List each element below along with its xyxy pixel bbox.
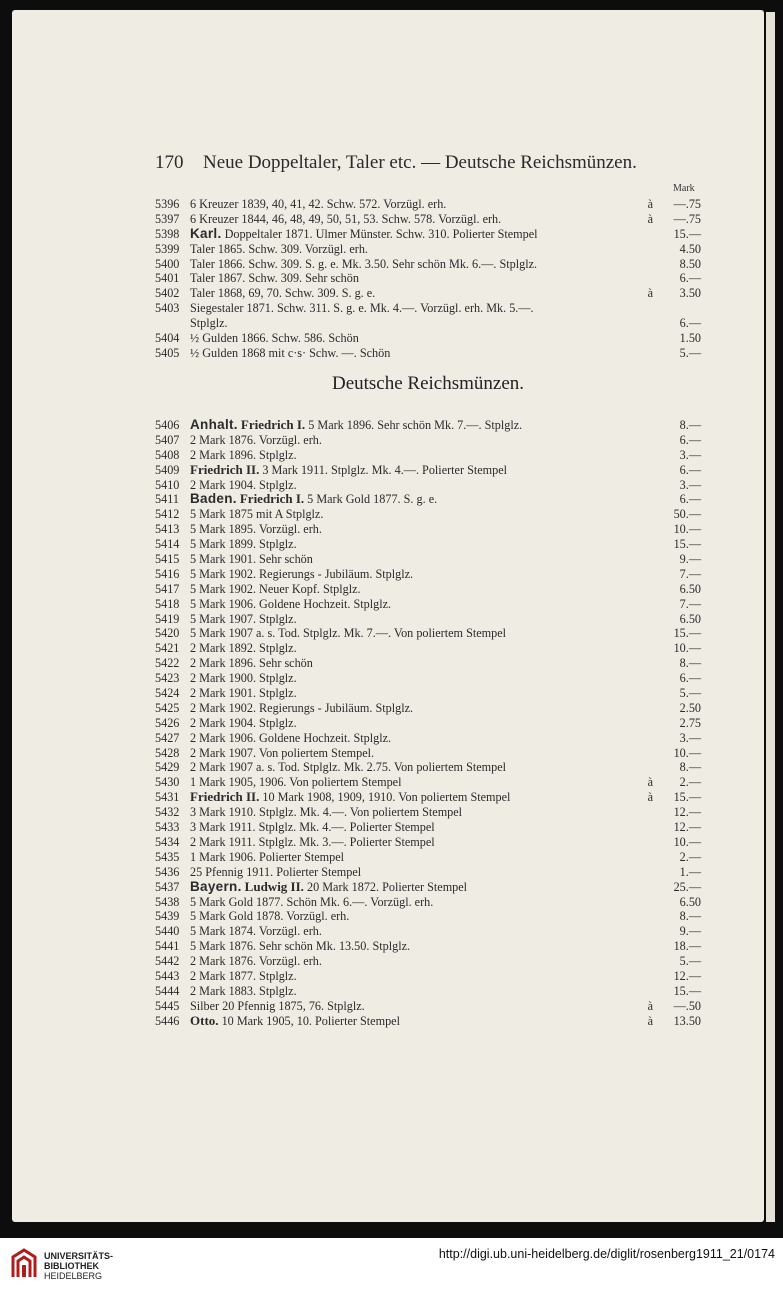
lot-text: 5 Mark 1902. Regierungs - Jubiläum. Stplglz. (190, 566, 414, 581)
lot-text: 10 Mark 1908, 1909, 1910. Von poliertem Stempel (262, 790, 511, 805)
lot-number: 5408 (155, 447, 180, 462)
library-name-line1: UNIVERSITÄTS- (44, 1251, 114, 1261)
catalog-entry (155, 701, 701, 716)
catalog-entry (155, 1014, 701, 1029)
lot-price: 15.— (673, 626, 701, 641)
lot-text: 6 Kreuzer 1839, 40, 41, 42. Schw. 572. Vorzügl. erh. (190, 197, 447, 211)
lot-description (190, 331, 359, 346)
lot-price: 8.— (679, 760, 701, 775)
lot-number: 5426 (155, 715, 180, 730)
catalog-entry (155, 331, 701, 346)
lot-description (190, 582, 361, 597)
lot-number: 5445 (155, 998, 180, 1013)
lot-description (190, 820, 435, 835)
lot-number: 5396 (155, 197, 180, 211)
lot-text: Silber 20 Pfennig 1875, 76. Stplglz. (190, 998, 365, 1013)
lot-description (190, 686, 297, 701)
catalog-entry (155, 969, 701, 984)
lot-price: 10.— (673, 745, 701, 760)
lot-number: 5441 (155, 939, 180, 954)
lot-number: 5421 (155, 641, 180, 656)
lot-price: 3.— (679, 447, 701, 462)
lot-description (190, 316, 228, 331)
lot-description (190, 537, 297, 552)
lot-price: 3.50 (679, 286, 701, 301)
lot-description (190, 597, 391, 612)
lot-price: 13.50 (673, 1013, 701, 1028)
price-column-label: Mark (673, 183, 695, 194)
lot-text: Taler 1865. Schw. 309. Vorzügl. erh. (190, 241, 368, 256)
lot-description (190, 984, 297, 999)
lot-price: 8.— (679, 909, 701, 924)
catalog-entry (155, 448, 701, 463)
lot-price: 6.50 (679, 611, 701, 626)
lot-text: Doppeltaler 1871. Ulmer Münster. Schw. 310. Polierter Stempel (224, 226, 538, 241)
lot-price: 15.— (673, 537, 701, 552)
lot-price: 2.75 (679, 715, 701, 730)
lot-number: 5434 (155, 834, 180, 849)
catalog-entry (155, 641, 701, 656)
lot-text: 5 Mark Gold 1877. S. g. e. (307, 492, 438, 507)
lot-text: 5 Mark 1907. Stplglz. (190, 611, 297, 626)
catalog-entry (155, 227, 701, 242)
catalog-entry (155, 507, 701, 522)
lot-text: 2 Mark 1883. Stplglz. (190, 983, 297, 998)
catalog-entry (155, 242, 701, 257)
catalog-entry (155, 626, 701, 641)
catalog-entry (155, 433, 701, 448)
catalog-entry (155, 820, 701, 835)
catalog-entry (155, 316, 701, 331)
lot-text: 20 Mark 1872. Polierter Stempel (306, 879, 468, 894)
lot-text: 3 Mark 1911. Stplglz. Mk. 4.—. Polierter Stempel (262, 462, 508, 477)
lot-price: 6.— (679, 432, 701, 447)
catalog-entry (155, 835, 701, 850)
lot-price: 5.— (679, 345, 701, 360)
catalog-entry (155, 537, 701, 552)
lot-number: 5432 (155, 805, 180, 820)
lot-number: 5404 (155, 331, 180, 346)
library-name-line2: BIBLIOTHEK (44, 1261, 99, 1271)
lot-text: 5 Mark 1907 a. s. Tod. Stplglz. Mk. 7.—. Von poliertem Stempel (190, 626, 507, 641)
lot-number: 5443 (155, 968, 180, 983)
lot-description (190, 492, 437, 507)
lot-price: 7.— (679, 566, 701, 581)
lot-text: 2 Mark 1877. Stplglz. (190, 968, 297, 983)
lot-description (190, 641, 297, 656)
lot-text: 2 Mark 1907. Von poliertem Stempel. (190, 745, 375, 760)
lot-description (190, 760, 506, 775)
unit-price-marker: à (647, 998, 653, 1013)
lot-description (190, 286, 375, 301)
lot-price: 9.— (679, 552, 701, 567)
lot-number: 5409 (155, 462, 180, 477)
lot-description (190, 448, 297, 463)
lot-price: 3.— (679, 730, 701, 745)
lot-number: 5416 (155, 566, 180, 581)
lot-price: 3.— (679, 477, 701, 492)
lot-price: —.75 (673, 211, 701, 226)
lot-number: 5418 (155, 596, 180, 611)
lot-number: 5431 (155, 790, 180, 805)
running-header (155, 152, 700, 178)
lot-text: 5 Mark 1876. Sehr schön Mk. 13.50. Stplglz. (190, 939, 411, 954)
lot-text: 5 Mark 1896. Sehr schön Mk. 7.—. Stplglz. (308, 418, 523, 432)
state-heading: Baden. (190, 491, 237, 507)
catalog-entry (155, 522, 701, 537)
lot-number: 5440 (155, 924, 180, 939)
lot-text: 5 Mark 1899. Stplglz. (190, 537, 297, 552)
catalog-entry (155, 257, 701, 272)
catalog-entry (155, 924, 701, 939)
lot-price: 2.— (679, 775, 701, 790)
catalog-entry (155, 790, 701, 805)
catalog-entry (155, 286, 701, 301)
entry-list-main (155, 418, 701, 1029)
lot-number: 5401 (155, 271, 180, 286)
unit-price-marker: à (647, 286, 653, 301)
lot-price: 4.50 (679, 241, 701, 256)
lot-text: Taler 1867. Schw. 309. Sehr schön (190, 271, 359, 286)
lot-text: 5 Mark 1875 mit A Stplglz. (190, 507, 324, 522)
lot-price: 7.— (679, 596, 701, 611)
catalog-entry (155, 478, 701, 493)
lot-text: 25 Pfennig 1911. Polierter Stempel (190, 864, 362, 879)
lot-description (190, 346, 390, 361)
lot-number: 5400 (155, 256, 180, 271)
lot-description (190, 301, 534, 316)
unit-price-marker: à (647, 211, 653, 226)
lot-price: —.50 (673, 998, 701, 1013)
lot-price: 12.— (673, 820, 701, 835)
lot-number: 5436 (155, 864, 180, 879)
library-logo-icon (10, 1247, 38, 1286)
lot-text: Stplglz. (190, 316, 228, 331)
lot-description (190, 999, 365, 1014)
entry-list-top (155, 197, 701, 361)
catalog-entry (155, 463, 701, 478)
state-heading: Anhalt. (190, 417, 238, 432)
lot-text: 2 Mark 1904. Stplglz. (190, 715, 297, 730)
lot-price: 15.— (673, 790, 701, 805)
lot-price: 5.— (679, 686, 701, 701)
unit-price-marker: à (647, 775, 653, 790)
lot-description (190, 418, 522, 433)
unit-price-marker: à (647, 197, 653, 211)
lot-description (190, 567, 413, 582)
catalog-entry (155, 686, 701, 701)
catalog-entry (155, 212, 701, 227)
catalog-entry (155, 880, 701, 895)
lot-text: 2 Mark 1902. Regierungs - Jubiläum. Stplglz. (190, 700, 414, 715)
lot-text: 2 Mark 1906. Goldene Hochzeit. Stplglz. (190, 730, 392, 745)
ruler-heading: Friedrich I. (239, 491, 305, 507)
lot-description (190, 701, 413, 716)
lot-description (190, 939, 410, 954)
lot-price: 12.— (673, 805, 701, 820)
lot-description (190, 775, 401, 790)
lot-number: 5422 (155, 656, 180, 671)
state-heading: Bayern. (190, 878, 242, 894)
lot-description (190, 433, 322, 448)
lot-description (190, 242, 368, 257)
lot-number: 5427 (155, 730, 180, 745)
lot-price: 5.— (679, 954, 701, 969)
lot-description (190, 805, 462, 820)
lot-description (190, 197, 446, 212)
lot-number: 5417 (155, 581, 180, 596)
lot-number: 5411 (155, 492, 179, 507)
lot-price: 6.50 (679, 894, 701, 909)
lot-description (190, 227, 538, 242)
lot-price: 15.— (673, 983, 701, 998)
running-title: Neue Doppeltaler, Taler etc. — Deutsche Reichsmünzen. (203, 152, 637, 173)
lot-number: 5413 (155, 522, 180, 537)
lot-text: Taler 1868, 69, 70. Schw. 309. S. g. e. (190, 286, 376, 301)
lot-price: 6.50 (679, 581, 701, 596)
lot-price: 12.— (673, 968, 701, 983)
catalog-entry (155, 582, 701, 597)
lot-text: 5 Mark 1895. Vorzügl. erh. (190, 522, 322, 537)
lot-description (190, 865, 361, 880)
library-name (44, 1251, 113, 1281)
catalog-entry (155, 597, 701, 612)
lot-description (190, 731, 391, 746)
lot-price: 10.— (673, 641, 701, 656)
lot-number: 5442 (155, 954, 180, 969)
lot-number: 5410 (155, 477, 180, 492)
catalog-entry (155, 346, 701, 361)
lot-number: 5420 (155, 626, 180, 641)
lot-text: 1 Mark 1906. Polierter Stempel (190, 849, 345, 864)
lot-price: 2.50 (679, 700, 701, 715)
lot-number: 5439 (155, 909, 180, 924)
lot-price: 8.50 (679, 256, 701, 271)
ruler-heading: Otto. (190, 1012, 219, 1028)
catalog-entry (155, 850, 701, 865)
lot-description (190, 478, 297, 493)
lot-number: 5429 (155, 760, 180, 775)
catalog-entry (155, 909, 701, 924)
lot-description (190, 909, 349, 924)
catalog-entry (155, 999, 701, 1014)
lot-description (190, 880, 467, 895)
lot-description (190, 257, 537, 272)
lot-number: 5433 (155, 820, 180, 835)
lot-number: 5412 (155, 507, 180, 522)
lot-number: 5428 (155, 745, 180, 760)
lot-text: 5 Mark Gold 1878. Vorzügl. erh. (190, 909, 350, 924)
lot-description (190, 656, 313, 671)
catalog-entry (155, 671, 701, 686)
lot-number: 5444 (155, 983, 180, 998)
lot-text: 2 Mark 1896. Sehr schön (190, 656, 313, 671)
lot-number: 5446 (155, 1013, 180, 1028)
lot-description (190, 835, 435, 850)
lot-price: 1.50 (679, 331, 701, 346)
ruler-heading: Friedrich II. (190, 461, 260, 477)
source-url-link[interactable]: http://digi.ub.uni-heidelberg.de/diglit/rosenberg1911_21/0174 (438, 1247, 775, 1261)
lot-price: 25.— (673, 879, 701, 894)
lot-text: 5 Mark 1906. Goldene Hochzeit. Stplglz. (190, 596, 392, 611)
catalog-entry (155, 567, 701, 582)
lot-number: 5438 (155, 894, 180, 909)
lot-price: 10.— (673, 834, 701, 849)
lot-number: 5403 (155, 301, 180, 316)
lot-text: 5 Mark Gold 1877. Schön Mk. 6.—. Vorzügl. erh. (190, 894, 434, 909)
lot-description (190, 924, 322, 939)
catalog-entry (155, 805, 701, 820)
catalog-entry (155, 939, 701, 954)
unit-price-marker: à (647, 1013, 653, 1028)
catalog-entry (155, 954, 701, 969)
catalog-entry (155, 895, 701, 910)
lot-number: 5437 (155, 879, 180, 894)
lot-number: 5423 (155, 671, 180, 686)
lot-text: 2 Mark 1876. Vorzügl. erh. (190, 954, 322, 969)
lot-number: 5406 (155, 418, 180, 432)
catalog-entry (155, 301, 701, 316)
lot-description (190, 850, 344, 865)
lot-text: 5 Mark 1874. Vorzügl. erh. (190, 924, 322, 939)
lot-description (190, 969, 297, 984)
lot-description (190, 1014, 400, 1029)
lot-price: 10.— (673, 522, 701, 537)
lot-text: 5 Mark 1902. Neuer Kopf. Stplglz. (190, 581, 361, 596)
lot-text: 2 Mark 1911. Stplglz. Mk. 3.—. Polierter Stempel (190, 834, 435, 849)
lot-number: 5425 (155, 700, 180, 715)
catalog-entry (155, 271, 701, 286)
catalog-entry (155, 418, 701, 433)
lot-description (190, 954, 322, 969)
lot-text: 5 Mark 1901. Sehr schön (190, 552, 313, 567)
lot-description (190, 212, 501, 227)
page-number: 170 (155, 152, 184, 173)
catalog-entry (155, 197, 701, 212)
lot-text: 2 Mark 1900. Stplglz. (190, 671, 297, 686)
lot-price: 8.— (679, 656, 701, 671)
lot-description (190, 790, 510, 805)
lot-text: 2 Mark 1904. Stplglz. (190, 477, 297, 492)
lot-description (190, 463, 507, 478)
lot-text: 2 Mark 1892. Stplglz. (190, 641, 297, 656)
catalog-entry (155, 775, 701, 790)
catalog-entry (155, 731, 701, 746)
catalog-entry (155, 865, 701, 880)
lot-price: 15.— (673, 226, 701, 241)
catalog-entry (155, 492, 701, 507)
catalog-entry (155, 656, 701, 671)
page-edge (766, 12, 775, 1222)
lot-text: 2 Mark 1907 a. s. Tod. Stplglz. Mk. 2.75. Von poliertem Stempel (190, 760, 507, 775)
lot-description (190, 895, 433, 910)
ruler-heading: Friedrich II. (190, 789, 260, 805)
lot-text: 2 Mark 1901. Stplglz. (190, 686, 297, 701)
lot-text: 10 Mark 1905, 10. Polierter Stempel (221, 1013, 400, 1028)
catalog-entry (155, 552, 701, 567)
lot-number: 5419 (155, 611, 180, 626)
lot-text: Taler 1866. Schw. 309. S. g. e. Mk. 3.50. Sehr schön Mk. 6.—. Stplglz. (190, 256, 538, 271)
lot-price: 6.— (679, 492, 701, 507)
lot-description (190, 522, 322, 537)
lot-price: 6.— (679, 462, 701, 477)
lot-text: ½ Gulden 1866. Schw. 586. Schön (190, 331, 359, 346)
catalog-entry (155, 612, 701, 627)
lot-description (190, 626, 506, 641)
state-heading: Karl. (190, 225, 222, 241)
lot-price: 6.— (679, 271, 701, 286)
lot-text: 6 Kreuzer 1844, 46, 48, 49, 50, 51, 53. Schw. 578. Vorzügl. erh. (190, 211, 502, 226)
section-title: Deutsche Reichsmünzen. (331, 373, 525, 394)
lot-text: 3 Mark 1910. Stplglz. Mk. 4.—. Von poliertem Stempel (190, 805, 463, 820)
lot-price: 50.— (673, 507, 701, 522)
ruler-heading: Ludwig II. (244, 878, 304, 894)
lot-description (190, 507, 323, 522)
lot-number: 5424 (155, 686, 180, 701)
ruler-heading: Friedrich I. (240, 417, 306, 432)
lot-text: 3 Mark 1911. Stplglz. Mk. 4.—. Polierter Stempel (190, 820, 435, 835)
lot-number: 5407 (155, 432, 180, 447)
lot-text: 2 Mark 1896. Stplglz. (190, 447, 297, 462)
lot-number: 5414 (155, 537, 180, 552)
lot-number: 5405 (155, 345, 180, 360)
lot-price: 2.— (679, 849, 701, 864)
catalog-entry (155, 760, 701, 775)
lot-price: 18.— (673, 939, 701, 954)
lot-number: 5435 (155, 849, 180, 864)
lot-price: 1.— (679, 864, 701, 879)
lot-description (190, 716, 297, 731)
lot-number: 5415 (155, 552, 180, 567)
lot-price: 6.— (679, 316, 701, 331)
lot-description (190, 612, 297, 627)
lot-description (190, 746, 374, 761)
lot-text: 2 Mark 1876. Vorzügl. erh. (190, 432, 322, 447)
lot-price: 6.— (679, 671, 701, 686)
catalog-entry (155, 716, 701, 731)
lot-number: 5402 (155, 286, 180, 301)
lot-number: 5430 (155, 775, 180, 790)
lot-description (190, 671, 297, 686)
lot-number: 5397 (155, 211, 180, 226)
lot-price: 8.— (679, 418, 701, 432)
lot-text: 1 Mark 1905, 1906. Von poliertem Stempel (190, 775, 402, 790)
catalog-entry (155, 746, 701, 761)
lot-description (190, 552, 313, 567)
lot-text: ½ Gulden 1868 mit c·s· Schw. —. Schön (190, 345, 391, 360)
lot-description (190, 271, 359, 286)
lot-price: —.75 (673, 197, 701, 211)
library-name-line3: HEIDELBERG (44, 1271, 103, 1281)
lot-number: 5398 (155, 226, 180, 241)
unit-price-marker: à (647, 790, 653, 805)
lot-number: 5399 (155, 241, 180, 256)
lot-price: 9.— (679, 924, 701, 939)
lot-text: Siegestaler 1871. Schw. 311. S. g. e. Mk. 4.—. Vorzügl. erh. Mk. 5.—. (190, 301, 534, 316)
catalog-entry (155, 984, 701, 999)
